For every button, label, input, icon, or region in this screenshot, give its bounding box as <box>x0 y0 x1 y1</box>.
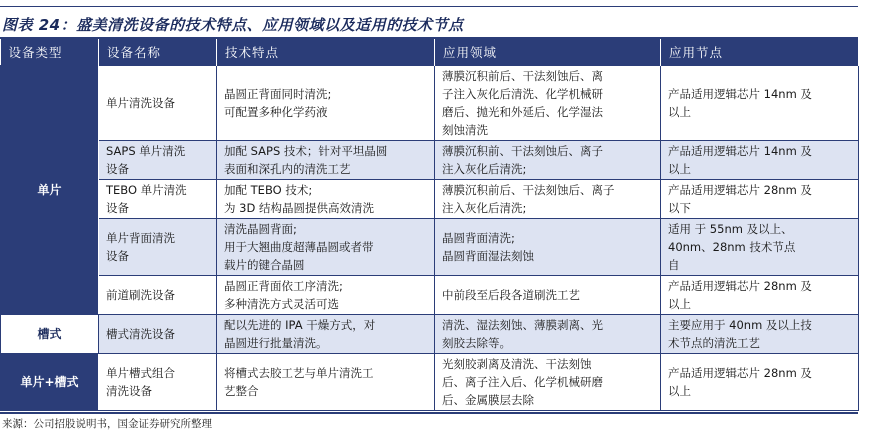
table-row <box>1 219 859 276</box>
applications-cell <box>435 141 661 180</box>
header-equipment-name: 设备名称 <box>99 39 217 66</box>
group-single: 单片 <box>1 66 99 315</box>
feature-line: 多种清洗方式灵活可选 <box>224 297 339 311</box>
equipment-name: SAPS 单片清洗 <box>106 144 186 158</box>
equipment-name: 槽式清洗设备 <box>106 327 175 341</box>
bottom-divider <box>0 412 858 414</box>
feature-line: 加配 SAPS 技术；针对平坦晶圆 <box>224 144 388 158</box>
cleaning-equipment-table <box>0 39 859 411</box>
group-single-plus-tank: 单片+槽式 <box>1 354 99 411</box>
features-cell <box>217 141 435 180</box>
nodes-cell <box>661 66 859 141</box>
feature-line: 可配置多种化学药液 <box>224 105 328 119</box>
equipment-name-cell <box>99 180 217 219</box>
header-tech-features: 技术特点 <box>217 39 435 66</box>
applications-cell <box>435 180 661 219</box>
applications-cell <box>435 354 661 411</box>
table-row <box>1 354 859 411</box>
application-line: 清洗、湿法刻蚀、薄膜剥离、光 <box>442 318 603 332</box>
node-line: 适用 于 55nm 及以上、 <box>668 222 793 236</box>
nodes-cell <box>661 219 859 276</box>
equipment-name-cell <box>99 66 217 141</box>
feature-line: 为 3D 结构晶圆提供高效清洗 <box>224 201 374 215</box>
equipment-name: 前道刷洗设备 <box>106 288 175 302</box>
features-cell <box>217 66 435 141</box>
application-line: 后、金属膜层去除 <box>442 393 534 407</box>
nodes-cell <box>661 315 859 354</box>
equipment-name: 单片槽式组合 <box>106 366 175 380</box>
nodes-cell <box>661 141 859 180</box>
application-line: 注入灰化后清洗; <box>442 201 527 215</box>
feature-line: 加配 TEBO 技术; <box>224 183 313 197</box>
application-line: 薄膜沉积前、干法刻蚀后、离子 <box>442 144 603 158</box>
feature-line: 配以先进的 IPA 干燥方式，对 <box>224 318 376 332</box>
equipment-name-cell <box>99 354 217 411</box>
node-line: 术节点的清洗工艺 <box>668 336 760 350</box>
equipment-name: 设备 <box>106 249 129 263</box>
application-line: 薄膜沉积前后、干法刻蚀后、离 <box>442 69 603 83</box>
equipment-name: 单片清洗设备 <box>106 96 175 110</box>
features-cell <box>217 315 435 354</box>
node-line: 自 <box>668 258 680 272</box>
figure-title: 图表 24：盛美清洗设备的技术特点、应用领域以及适用的技术节点 <box>2 16 464 34</box>
equipment-name-cell <box>99 276 217 315</box>
node-line: 40nm、28nm 技术节点 <box>668 240 796 254</box>
application-line: 注入灰化后清洗; <box>442 162 527 176</box>
features-cell <box>217 219 435 276</box>
header-application-node: 应用节点 <box>661 39 859 66</box>
features-cell <box>217 180 435 219</box>
nodes-cell <box>661 180 859 219</box>
node-line: 产品适用逻辑芯片 14nm 及 <box>668 87 812 101</box>
application-line: 刻蚀清洗 <box>442 123 488 137</box>
top-divider <box>0 6 858 7</box>
node-line: 主要应用于 40nm 及以上技 <box>668 318 812 332</box>
application-line: 磨后、抛光和外延后、化学湿法 <box>442 105 603 119</box>
application-line: 刻胶去除等。 <box>442 336 511 350</box>
feature-line: 表面和深孔内的清洗工艺 <box>224 162 351 176</box>
application-line: 薄膜沉积前后、干法刻蚀后、离子 <box>442 183 615 197</box>
node-line: 以上 <box>668 105 691 119</box>
equipment-name: 清洗设备 <box>106 384 152 398</box>
feature-line: 晶圆正背面同时清洗; <box>224 87 332 101</box>
table-row <box>1 315 859 354</box>
node-line: 以下 <box>668 201 691 215</box>
feature-line: 载片的键合晶圆 <box>224 258 305 272</box>
equipment-name-cell <box>99 315 217 354</box>
application-line: 中前段至后段各道刷洗工艺 <box>442 288 580 302</box>
application-line: 晶圆背面清洗; <box>442 231 515 245</box>
features-cell <box>217 354 435 411</box>
equipment-name: 单片背面清洗 <box>106 231 175 245</box>
table-row <box>1 66 859 141</box>
feature-line: 晶圆正背面依工序清洗; <box>224 279 343 293</box>
group-tank: 槽式 <box>1 315 99 354</box>
equipment-name: 设备 <box>106 162 129 176</box>
table-row <box>1 141 859 180</box>
feature-line: 艺整合 <box>224 384 259 398</box>
nodes-cell <box>661 276 859 315</box>
table-header-row <box>1 39 859 66</box>
features-cell <box>217 276 435 315</box>
application-line: 晶圆背面湿法刻蚀 <box>442 249 534 263</box>
node-line: 以上 <box>668 297 691 311</box>
equipment-name-cell <box>99 141 217 180</box>
node-line: 产品适用逻辑芯片 14nm 及 <box>668 144 812 158</box>
header-application-area: 应用领域 <box>435 39 661 66</box>
table-row <box>1 276 859 315</box>
nodes-cell <box>661 354 859 411</box>
node-line: 产品适用逻辑芯片 28nm 及 <box>668 366 812 380</box>
feature-line: 将槽式去胶工艺与单片清洗工 <box>224 366 374 380</box>
node-line: 以上 <box>668 384 691 398</box>
application-line: 光刻胶剥离及清洗、干法刻蚀 <box>442 357 592 371</box>
header-equipment-type: 设备类型 <box>1 39 99 66</box>
feature-line: 晶圆进行批量清洗。 <box>224 336 328 350</box>
applications-cell <box>435 315 661 354</box>
feature-line: 清洗晶圆背面; <box>224 222 297 236</box>
applications-cell <box>435 276 661 315</box>
equipment-name: TEBO 单片清洗 <box>106 183 187 197</box>
node-line: 产品适用逻辑芯片 28nm 及 <box>668 183 812 197</box>
node-line: 产品适用逻辑芯片 28nm 及 <box>668 279 812 293</box>
feature-line: 用于大翘曲度超薄晶圆或者带 <box>224 240 374 254</box>
table-row <box>1 180 859 219</box>
node-line: 以上 <box>668 162 691 176</box>
equipment-name: 设备 <box>106 201 129 215</box>
equipment-name-cell <box>99 219 217 276</box>
application-line: 后、离子注入后、化学机械研磨 <box>442 375 603 389</box>
source-note: 来源：公司招股说明书，国金证券研究所整理 <box>2 418 212 430</box>
application-line: 子注入灰化后清洗、化学机械研 <box>442 87 603 101</box>
applications-cell <box>435 219 661 276</box>
applications-cell <box>435 66 661 141</box>
